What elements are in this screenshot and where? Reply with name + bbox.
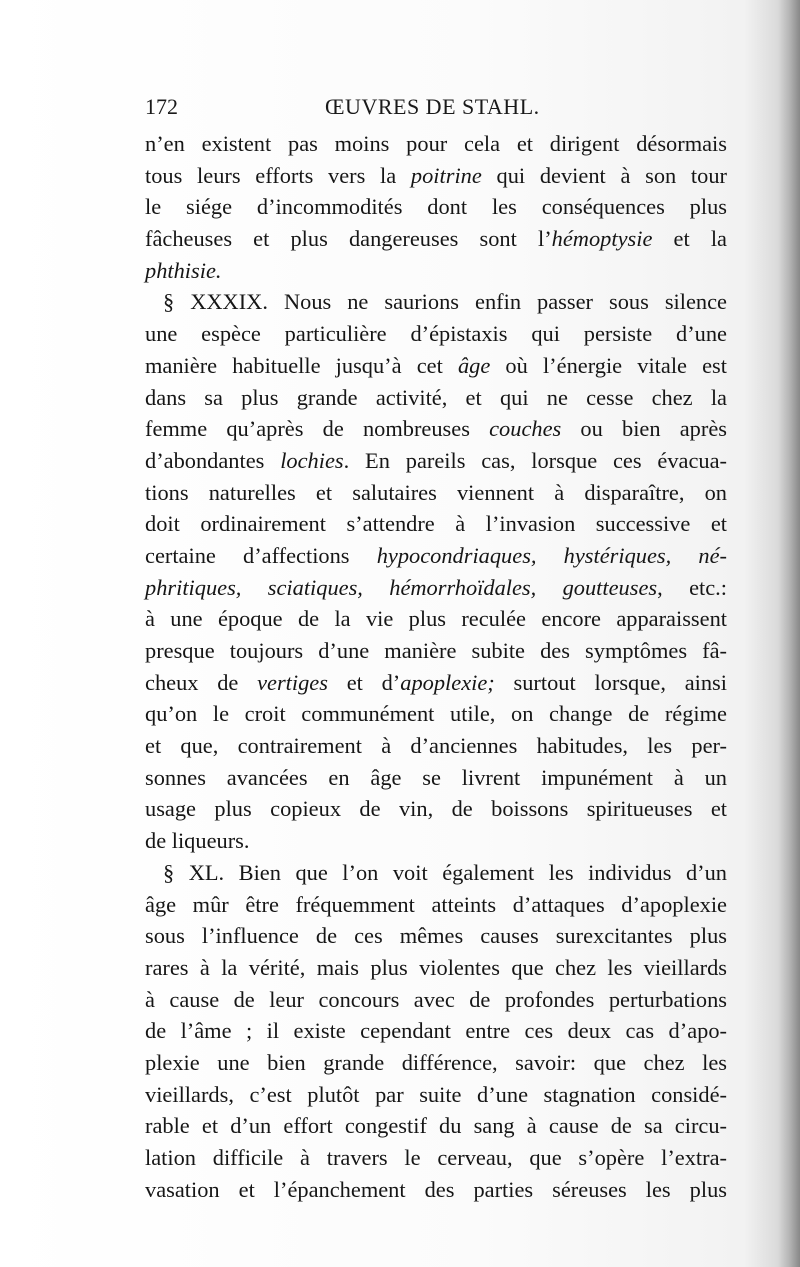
text-line: presque toujours d’une manière subite des symptômes fâ- (145, 638, 727, 663)
text-body (145, 128, 727, 1205)
text-line: âge mûr être fréquemment atteints d’attaques d’apoplexie (145, 891, 727, 917)
running-header (145, 94, 725, 124)
text-line: rares à la vérité, mais plus violentes que chez les vieillards (145, 954, 727, 980)
running-title: ŒUVRES DE STAHL. (325, 94, 540, 119)
text-line: cheux de vertiges et d’apoplexie; surtout lorsque, ainsi (145, 669, 727, 695)
text-line: qu’on le croit communément utile, on change de régime (145, 701, 727, 727)
text-line: fâcheuses et plus dangereuses sont l’hémoptysie et la (145, 226, 727, 252)
section-heading-line: § XL. Bien que l’on voit également les individus d’un (163, 859, 727, 885)
italic-term: apoplexie; (400, 669, 495, 695)
text-line: phritiques, sciatiques, hémorrhoïdales, goutteuses, etc.: (145, 574, 727, 600)
text-line: rable et d’un effort congestif du sang à cause de sa circu- (145, 1113, 727, 1139)
text-line: manière habituelle jusqu’à cet âge où l’énergie vitale est (145, 352, 727, 378)
text-line: vieillards, c’est plutôt par suite d’une stagnation considé- (145, 1081, 727, 1107)
text-line: de liqueurs. (145, 828, 250, 854)
text-line: et que, contrairement à d’anciennes habitudes, les per- (145, 733, 727, 759)
text-line: lation difficile à travers le cerveau, que s’opère l’extra- (145, 1145, 727, 1170)
italic-term: couches (489, 416, 562, 442)
text-line: certaine d’affections hypocondriaques, hystériques, né- (145, 542, 727, 568)
italic-term: hypocondriaques, hystériques, né- (376, 542, 727, 568)
text-line: tous leurs efforts vers la poitrine qui devient à son tour (145, 162, 727, 188)
text-line: dans sa plus grande activité, et qui ne cesse chez la (145, 384, 727, 410)
text-line: d’abondantes lochies. En pareils cas, lorsque ces évacua- (145, 447, 727, 473)
italic-term: âge (457, 352, 491, 378)
text-line: à cause de leur concours avec de profondes perturbations (145, 986, 727, 1012)
italic-term: vertiges (257, 669, 328, 695)
italic-term: lochies (280, 447, 344, 473)
text-line: à une époque de la vie plus reculée encore apparaissent (145, 606, 727, 632)
italic-term: poitrine (410, 162, 482, 188)
text-line: le siége d’incommodités dont les conséquences plus (145, 194, 727, 220)
text-line: vasation et l’épanchement des parties séreuses les plus (145, 1176, 727, 1202)
italic-term: phthisie. (145, 257, 222, 283)
text-line: femme qu’après de nombreuses couches ou bien après (145, 416, 727, 442)
text-line: sous l’influence de ces mêmes causes surexcitantes plus (145, 923, 727, 949)
italic-term: phritiques, sciatiques, hémorrhoïdales, goutteuses (145, 574, 658, 600)
text-line (145, 255, 727, 287)
page-number: 172 (145, 94, 178, 119)
italic-term: hémoptysie (551, 226, 653, 252)
page-gutter-shadow (778, 0, 800, 1267)
text-line: sonnes avancées en âge se livrent impunément à un (145, 764, 727, 790)
text-line: usage plus copieux de vin, de boissons spiritueuses et (145, 796, 727, 822)
text-line: plexie une bien grande différence, savoir: que chez les (145, 1049, 727, 1075)
text-line: une espèce particulière d’épistaxis qui persiste d’une (145, 321, 727, 347)
text-line: de l’âme ; il existe cependant entre ces deux cas d’apo- (145, 1018, 727, 1044)
text-line: n’en existent pas moins pour cela et dirigent désormais (145, 131, 727, 156)
text-line: tions naturelles et salutaires viennent à disparaître, on (145, 479, 727, 505)
text-line: doit ordinairement s’attendre à l’invasion successive et (145, 511, 727, 537)
section-heading-line: § XXXIX. Nous ne saurions enfin passer sous silence (163, 289, 727, 315)
